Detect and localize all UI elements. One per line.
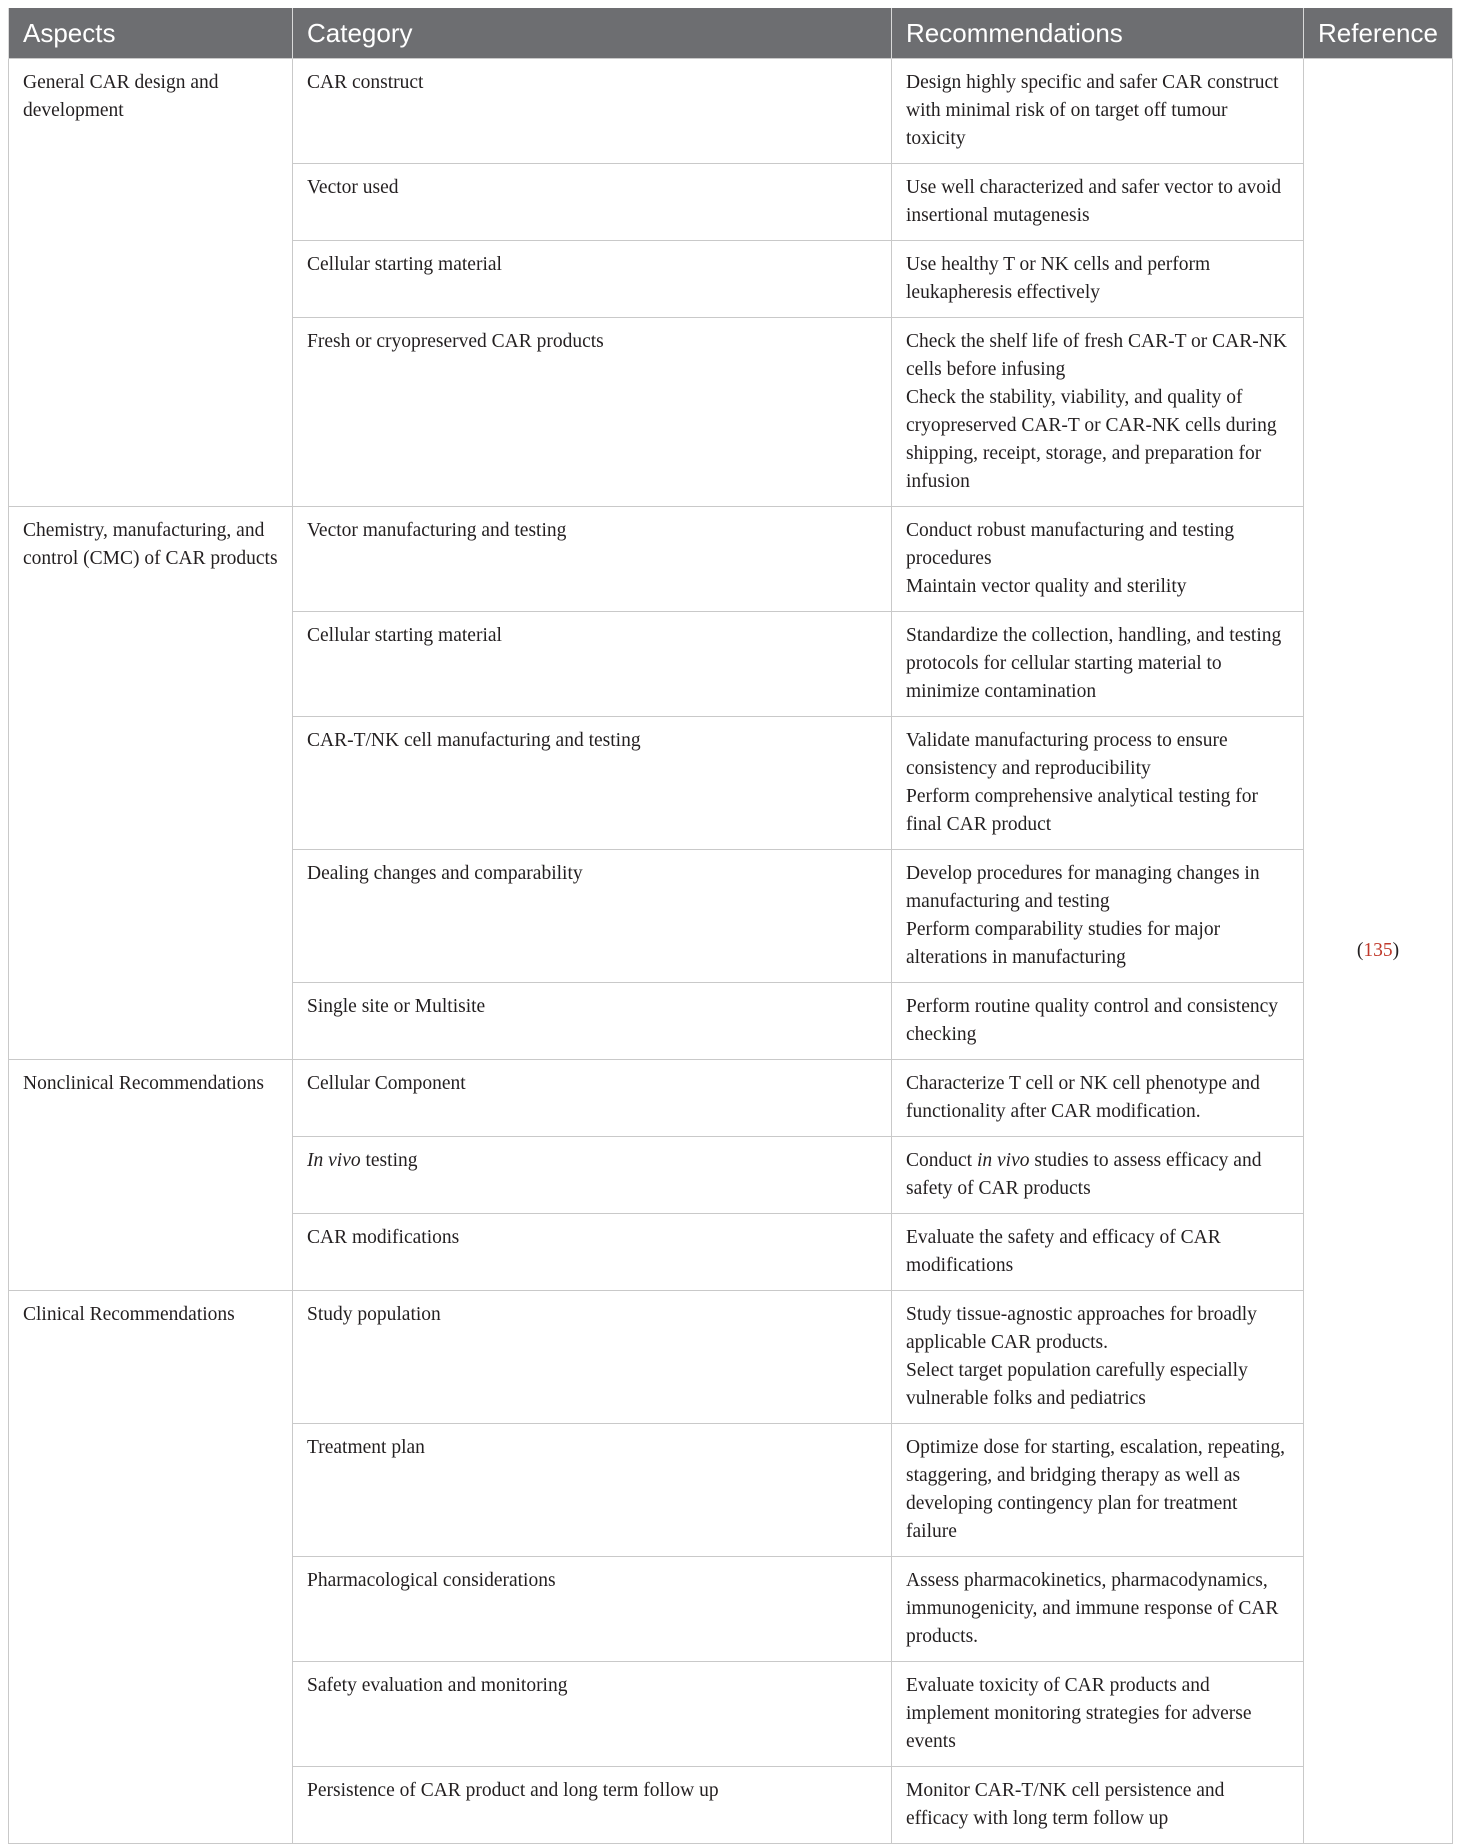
reference-open-paren: (: [1356, 940, 1364, 961]
recommendation-line: Optimize dose for starting, escalation, repeating, staggering, and bridging therapy as well as developing contingency plan for treatment failure: [906, 1437, 1286, 1542]
recommendation-line: Check the shelf life of fresh CAR-T or CAR-NK cells before infusing: [906, 331, 1287, 380]
category-cell: Vector used: [293, 164, 892, 241]
aspect-cell: Nonclinical Recommendations: [9, 1060, 293, 1291]
recommendation-line: Characterize T cell or NK cell phenotype and functionality after CAR modification.: [906, 1073, 1260, 1122]
recommendation-line: Develop procedures for managing changes in manufacturing and testing: [906, 863, 1260, 912]
recommendation-line: Evaluate the safety and efficacy of CAR modifications: [906, 1227, 1221, 1276]
recommendation-cell: [892, 318, 1304, 507]
recommendation-text: studies to assess efficacy and safety of CAR products: [906, 1150, 1262, 1199]
category-italic-text: In vivo: [307, 1150, 361, 1171]
recommendation-cell: [892, 1214, 1304, 1291]
aspect-cell: General CAR design and development: [9, 59, 293, 507]
recommendation-cell: [892, 507, 1304, 612]
recommendation-line: Use healthy T or NK cells and perform leukapheresis effectively: [906, 254, 1211, 303]
recommendation-cell: [892, 1767, 1304, 1844]
table-row: [9, 507, 1453, 612]
recommendation-italic-text: in vivo: [976, 1150, 1030, 1171]
recommendation-cell: [892, 1557, 1304, 1662]
recommendation-line: Select target population carefully especially vulnerable folks and pediatrics: [906, 1360, 1248, 1409]
recommendation-cell: [892, 850, 1304, 983]
table-row: [9, 59, 1453, 164]
reference-cell: [1304, 59, 1453, 1844]
category-cell: Fresh or cryopreserved CAR products: [293, 318, 892, 507]
table-header-row: [9, 8, 1453, 59]
category-cell: [293, 1137, 892, 1214]
category-cell: Safety evaluation and monitoring: [293, 1662, 892, 1767]
category-cell: CAR-T/NK cell manufacturing and testing: [293, 717, 892, 850]
reference-close-paren: ): [1392, 940, 1400, 961]
recommendation-line: Perform comprehensive analytical testing for final CAR product: [906, 786, 1258, 835]
header-aspects: Aspects: [9, 8, 293, 59]
recommendations-table: [8, 8, 1453, 1844]
recommendation-cell: [892, 1060, 1304, 1137]
recommendations-table-container: [8, 8, 1452, 1844]
recommendation-line: Monitor CAR-T/NK cell persistence and efficacy with long term follow up: [906, 1780, 1225, 1829]
category-text: testing: [360, 1150, 418, 1171]
recommendation-text: Conduct: [906, 1150, 977, 1171]
recommendation-cell: [892, 983, 1304, 1060]
table-row: [9, 1291, 1453, 1424]
recommendation-line: Standardize the collection, handling, and testing protocols for cellular starting material to minimize contamination: [906, 625, 1282, 702]
category-cell: Single site or Multisite: [293, 983, 892, 1060]
category-cell: CAR construct: [293, 59, 892, 164]
category-cell: Treatment plan: [293, 1424, 892, 1557]
header-reference: Reference: [1304, 8, 1453, 59]
category-cell: Study population: [293, 1291, 892, 1424]
recommendation-line: Design highly specific and safer CAR construct with minimal risk of on target off tumour toxicity: [906, 72, 1279, 149]
recommendation-cell: [892, 1137, 1304, 1214]
category-cell: Cellular starting material: [293, 241, 892, 318]
recommendation-cell: [892, 164, 1304, 241]
recommendation-cell: [892, 59, 1304, 164]
category-cell: Vector manufacturing and testing: [293, 507, 892, 612]
recommendation-line: Perform routine quality control and consistency checking: [906, 996, 1279, 1045]
recommendation-cell: [892, 241, 1304, 318]
reference-link[interactable]: 135: [1363, 940, 1393, 961]
header-recommendations: Recommendations: [892, 8, 1304, 59]
recommendation-line: Evaluate toxicity of CAR products and implement monitoring strategies for adverse events: [906, 1675, 1252, 1752]
category-cell: CAR modifications: [293, 1214, 892, 1291]
category-cell: Cellular starting material: [293, 612, 892, 717]
recommendation-line: Use well characterized and safer vector to avoid insertional mutagenesis: [906, 177, 1282, 226]
recommendation-line: Study tissue-agnostic approaches for broadly applicable CAR products.: [906, 1304, 1257, 1353]
recommendation-line: Perform comparability studies for major alterations in manufacturing: [906, 919, 1221, 968]
recommendation-cell: [892, 1662, 1304, 1767]
recommendation-line: Assess pharmacokinetics, pharmacodynamics, immunogenicity, and immune response of CAR products.: [906, 1570, 1279, 1647]
recommendation-cell: [892, 1291, 1304, 1424]
table-row: [9, 1060, 1453, 1137]
header-category: Category: [293, 8, 892, 59]
recommendation-cell: [892, 717, 1304, 850]
recommendation-line: Validate manufacturing process to ensure consistency and reproducibility: [906, 730, 1228, 779]
category-cell: Cellular Component: [293, 1060, 892, 1137]
recommendation-line: Check the stability, viability, and quality of cryopreserved CAR-T or CAR-NK cells during shipping, receipt, storage, and preparation for infusion: [906, 387, 1277, 492]
category-cell: Dealing changes and comparability: [293, 850, 892, 983]
aspect-cell: Clinical Recommendations: [9, 1291, 293, 1844]
recommendation-cell: [892, 1424, 1304, 1557]
category-cell: Pharmacological considerations: [293, 1557, 892, 1662]
aspect-cell: Chemistry, manufacturing, and control (CMC) of CAR products: [9, 507, 293, 1060]
recommendation-line: Conduct robust manufacturing and testing procedures: [906, 520, 1235, 569]
recommendation-cell: [892, 612, 1304, 717]
recommendation-line: Maintain vector quality and sterility: [906, 576, 1187, 597]
category-cell: Persistence of CAR product and long term follow up: [293, 1767, 892, 1844]
